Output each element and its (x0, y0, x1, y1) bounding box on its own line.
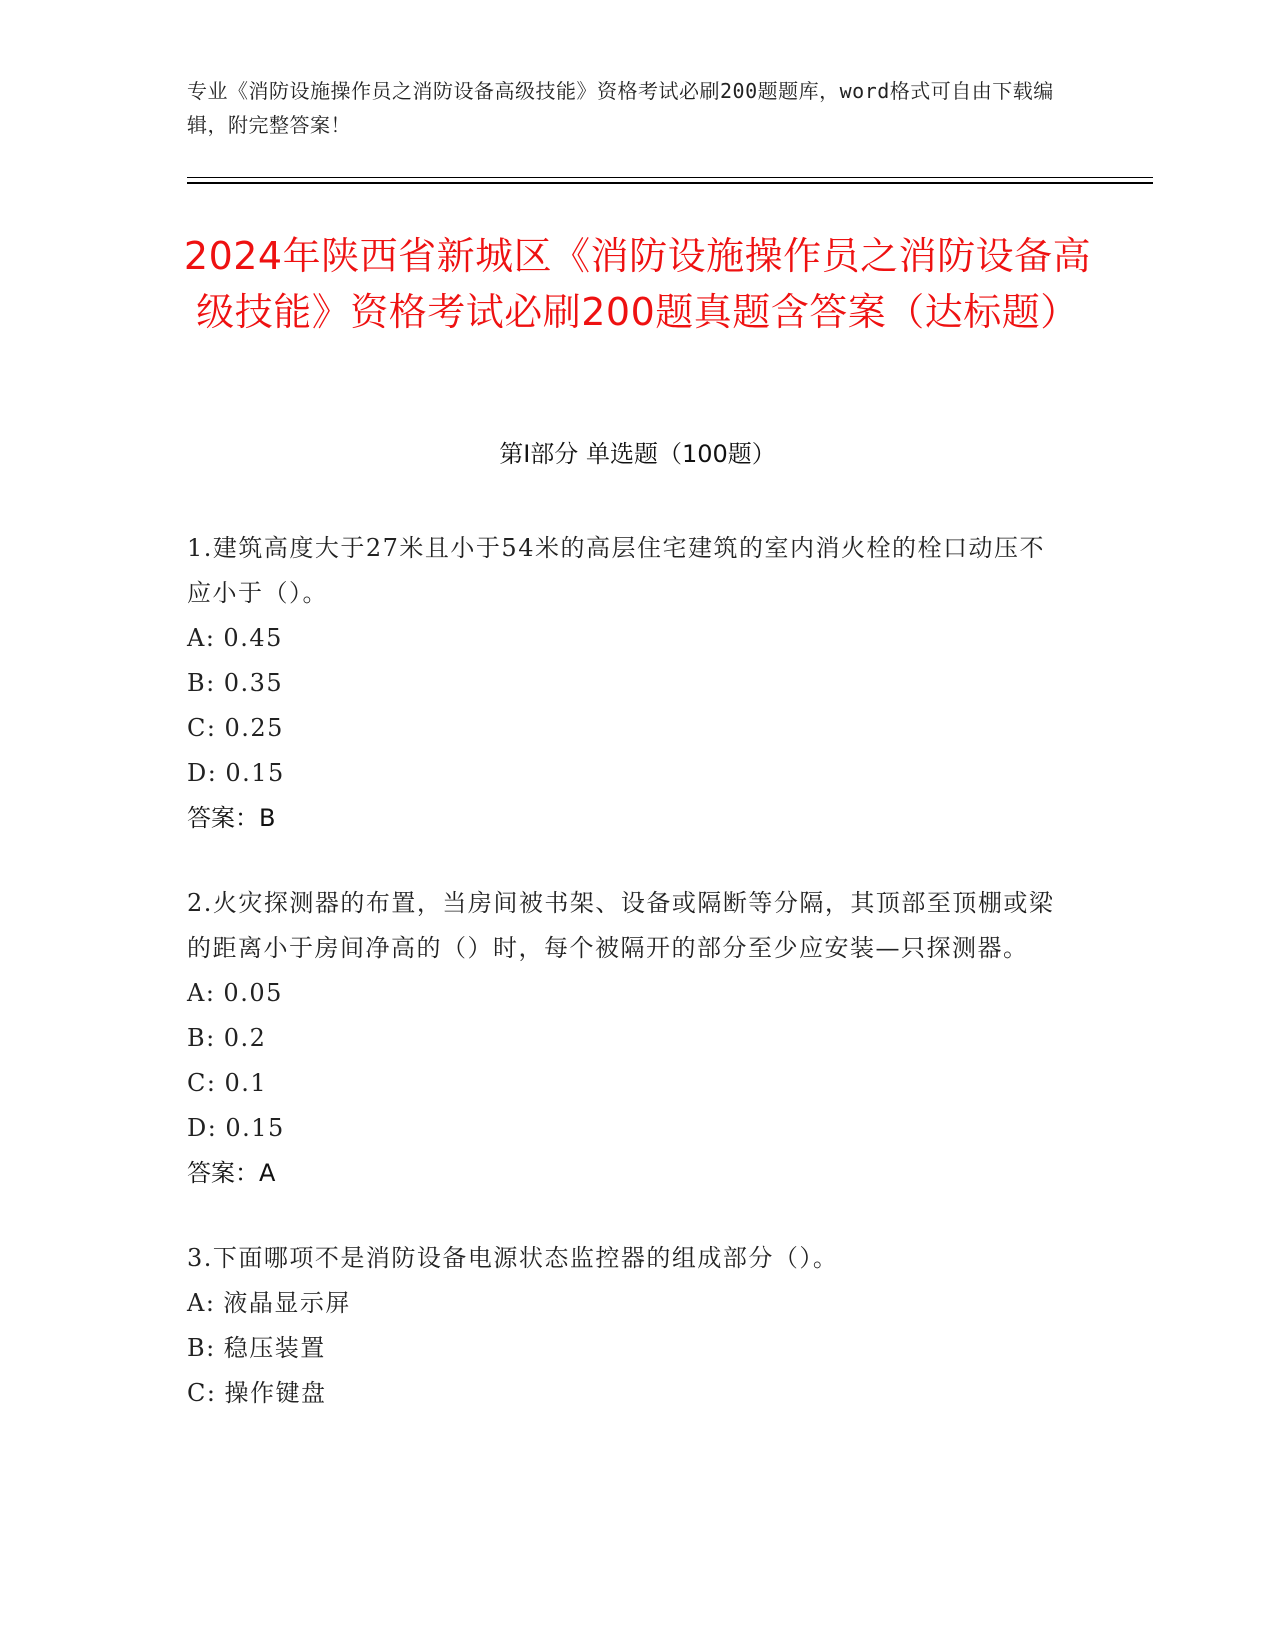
option-b (187, 661, 1067, 706)
option-label: B: (187, 1024, 216, 1052)
option-b (187, 1016, 1067, 1061)
option-a (187, 616, 1067, 661)
header-divider-thin (187, 177, 1153, 178)
option-text: 操作键盘 (224, 1379, 327, 1407)
option-label: A: (187, 979, 216, 1007)
question-3 (187, 1236, 1067, 1416)
question-stem: 2.火灾探测器的布置，当房间被书架、设备或隔断等分隔，其顶部至顶棚或梁的距离小于房间净高的（）时，每个被隔开的部分至少应安装—只探测器。 (187, 889, 1055, 962)
option-label: C: (187, 714, 217, 742)
answer: 答案：A (187, 1159, 276, 1187)
option-label: B: (187, 1334, 216, 1362)
option-c (187, 1371, 1067, 1416)
page-title: 2024年陕西省新城区《消防设施操作员之消防设备高级技能》资格考试必刷200题真题含答案（达标题） (183, 234, 1092, 334)
option-label: D: (187, 1114, 218, 1142)
option-text: 0.15 (225, 1114, 285, 1142)
option-text: 0.2 (223, 1024, 267, 1052)
option-text: 稳压装置 (223, 1334, 326, 1362)
option-label: C: (187, 1379, 217, 1407)
question-stem: 3.下面哪项不是消防设备电源状态监控器的组成部分（）。 (187, 1244, 839, 1272)
option-label: A: (187, 624, 216, 652)
option-label: D: (187, 759, 218, 787)
option-label: A: (187, 1289, 216, 1317)
section-title: 第Ⅰ部分 单选题（100题） (499, 440, 776, 468)
option-d (187, 1106, 1067, 1151)
header-divider-thick (187, 182, 1153, 184)
option-text: 0.25 (224, 714, 284, 742)
option-text: 液晶显示屏 (223, 1289, 351, 1317)
option-b (187, 1326, 1067, 1371)
option-text: 0.45 (223, 624, 283, 652)
option-text: 0.35 (223, 669, 284, 697)
option-text: 0.1 (224, 1069, 268, 1097)
option-a (187, 1281, 1067, 1326)
question-list (187, 526, 1067, 1456)
option-label: B: (187, 669, 216, 697)
option-c (187, 706, 1067, 751)
question-stem: 1.建筑高度大于27米且小于54米的高层住宅建筑的室内消火栓的栓口动压不应小于（）。 (187, 534, 1045, 607)
answer: 答案：B (187, 804, 276, 832)
question-2 (187, 881, 1067, 1196)
header-note: 专业《消防设施操作员之消防设备高级技能》资格考试必刷200题题库，word格式可自由下载编辑，附完整答案！ (187, 79, 1054, 137)
option-text: 0.05 (223, 979, 283, 1007)
option-a (187, 971, 1067, 1016)
question-1 (187, 526, 1067, 841)
option-c (187, 1061, 1067, 1106)
option-text: 0.15 (225, 759, 285, 787)
option-d (187, 751, 1067, 796)
option-label: C: (187, 1069, 217, 1097)
